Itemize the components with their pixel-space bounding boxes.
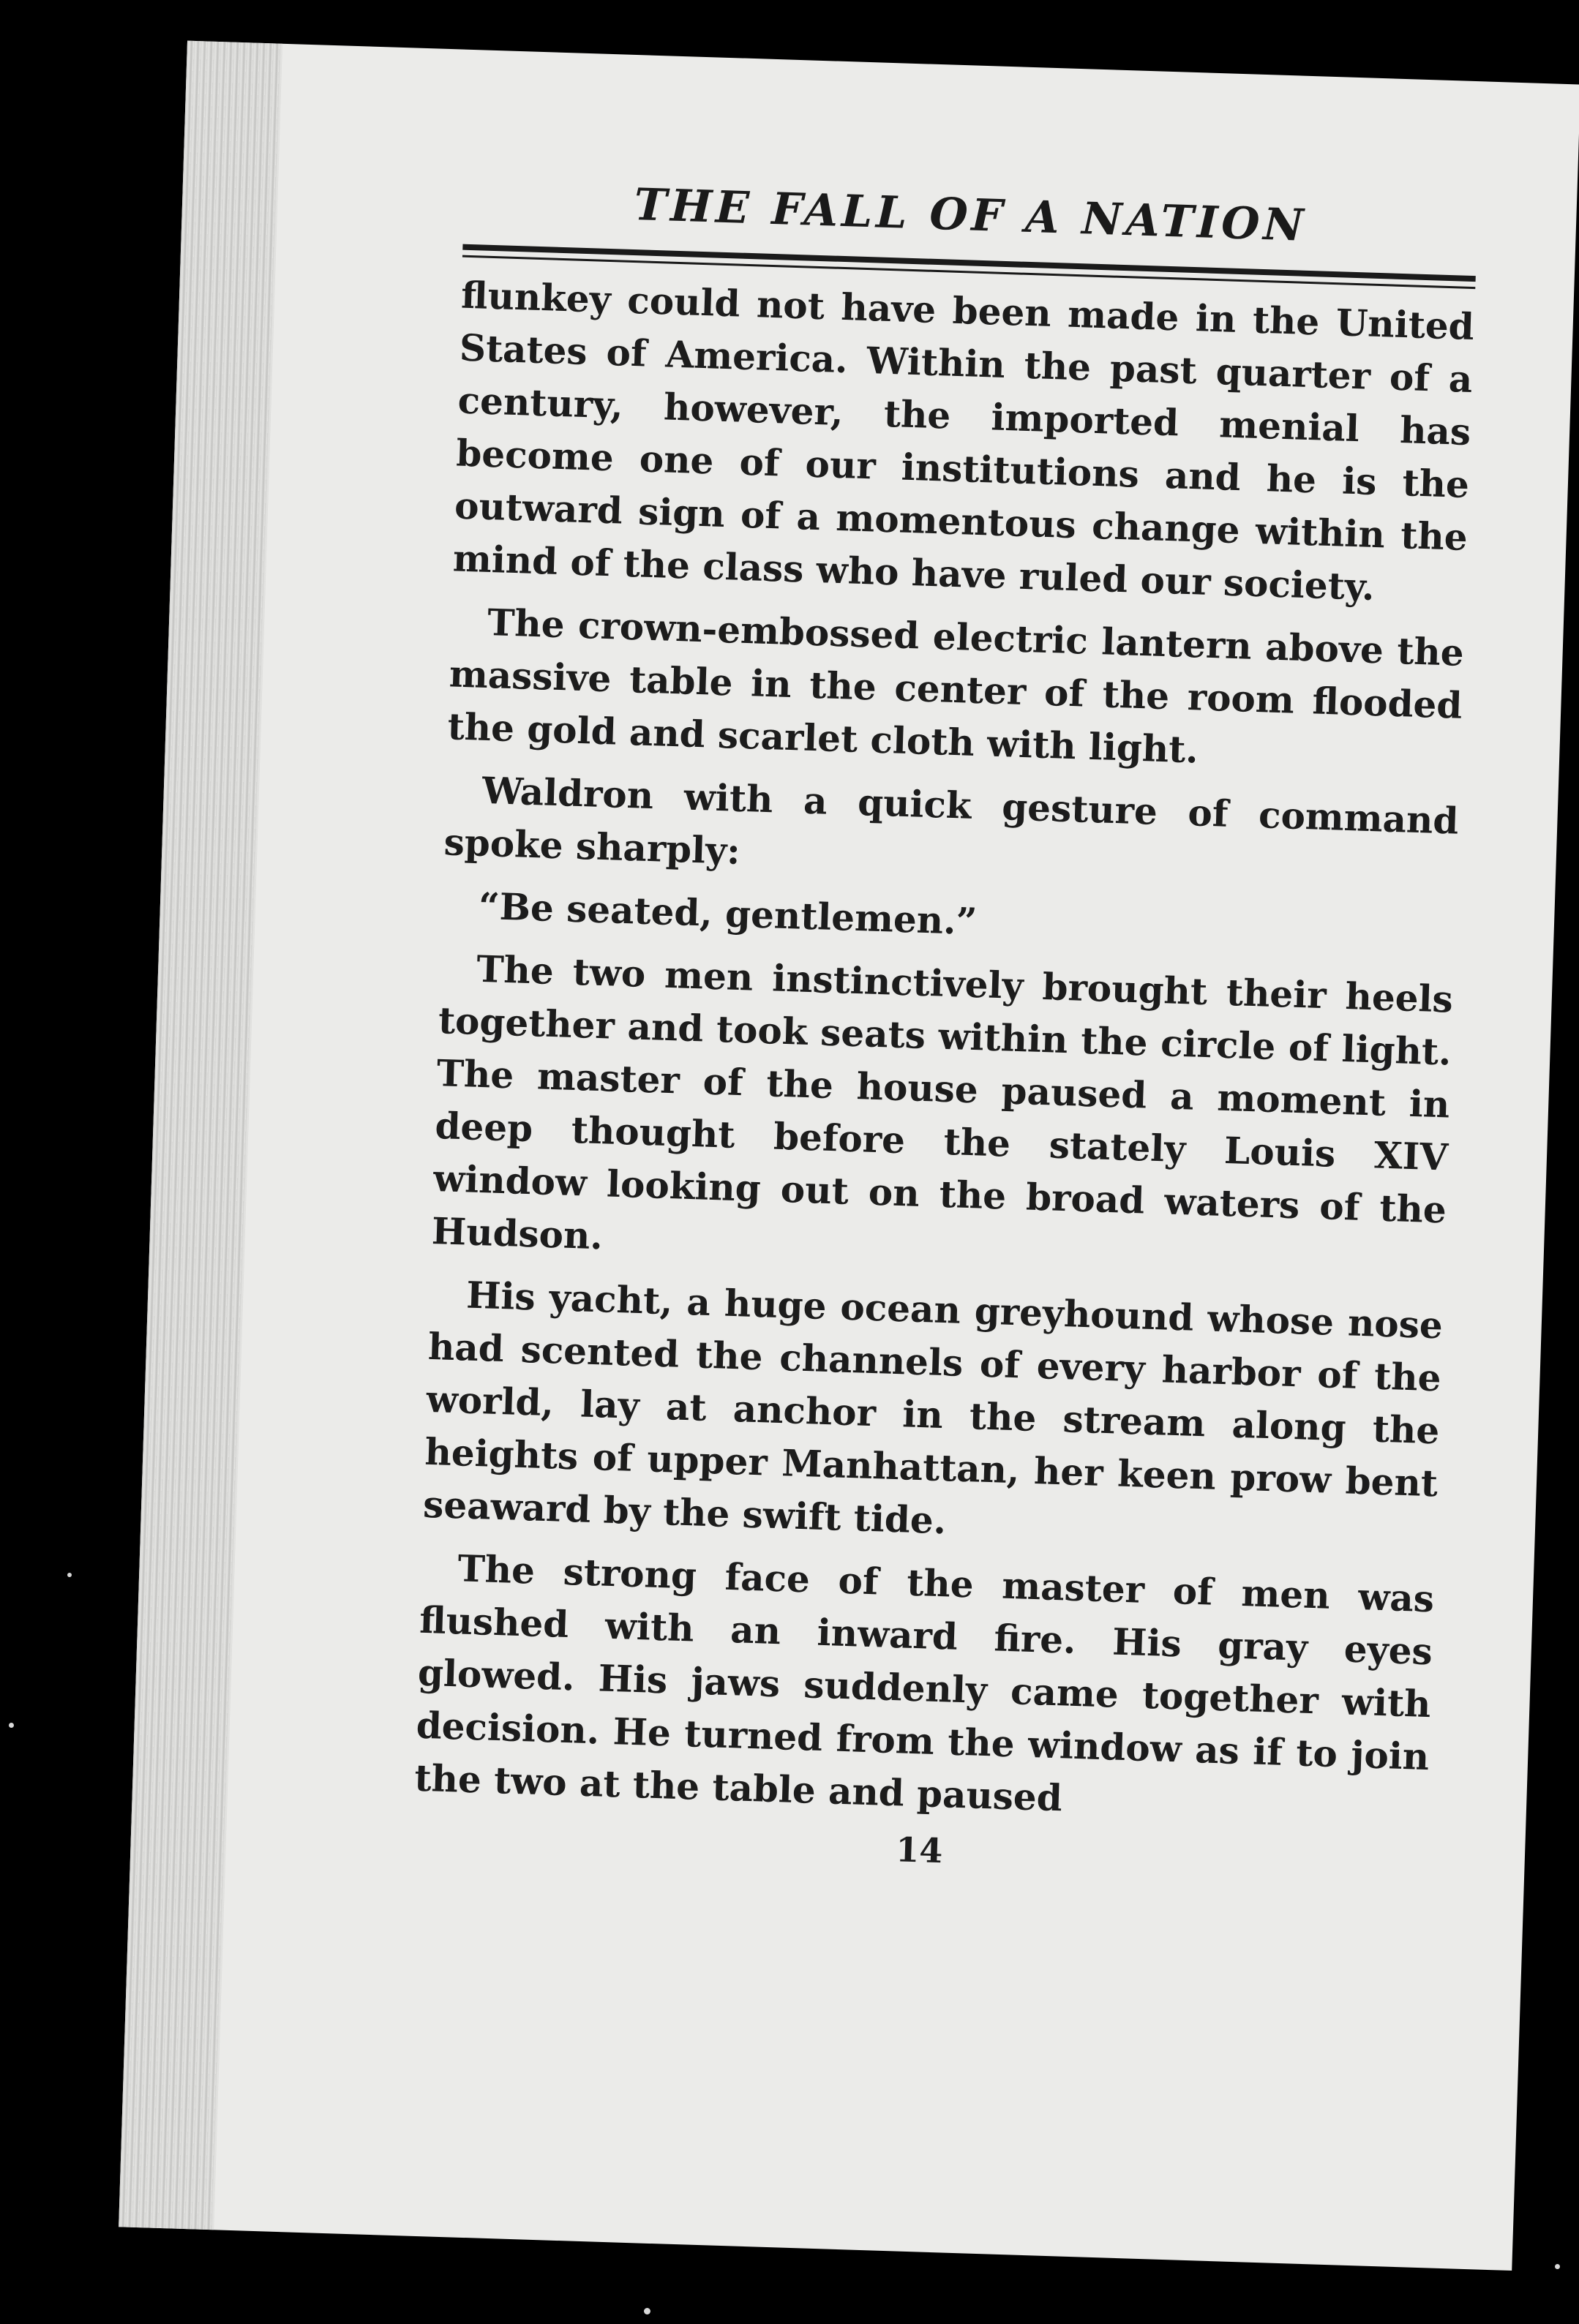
dust-speck [1555,2264,1560,2269]
dust-speck [67,1573,72,1577]
page-content [412,174,1477,1886]
paragraph: His yacht, a huge ocean greyhound whose nose had scented the channels of every harbor of the world, lay at anchor in the stream along the heights of upper Manhattan, her keen prow bent seaward by the swift tide. [422,1273,1444,1543]
dialogue-line: “Be seated, gentlemen.” [478,884,978,944]
book-page [119,41,1579,2271]
paragraph: The crown-embossed electric lantern above the massive table in the center of the room flooded the gold and scarlet cloth with light. [446,600,1465,772]
dust-speck [644,2308,650,2314]
dust-speck [9,1723,14,1728]
page-number: 14 [895,1830,944,1871]
paragraph: The two men instinctively brought their heels together and took seats within the circle of light. The master of the house paused a moment in deep thought before the stately Louis XIV window looking out on the broad waters of the Hudson. [431,947,1454,1258]
paragraph: Waldron with a quick gesture of command spoke sharply: [443,768,1460,873]
running-head: THE FALL OF A NATION [633,178,1308,252]
page-edge [119,41,282,2230]
paragraph: The strong face of the master of men was flushed with an inward fire. His gray eyes glowed. His jaws suddenly came together with decision. He turned from the window as if to join the two at the table and paused [413,1546,1435,1820]
paragraph: flunkey could not have been made in the United States of America. Within the past quarter of a century, however, the imported menial has become one of our institutions and he is the outward sign of a momentous change within the mind of the class who have ruled our society. [452,273,1475,609]
